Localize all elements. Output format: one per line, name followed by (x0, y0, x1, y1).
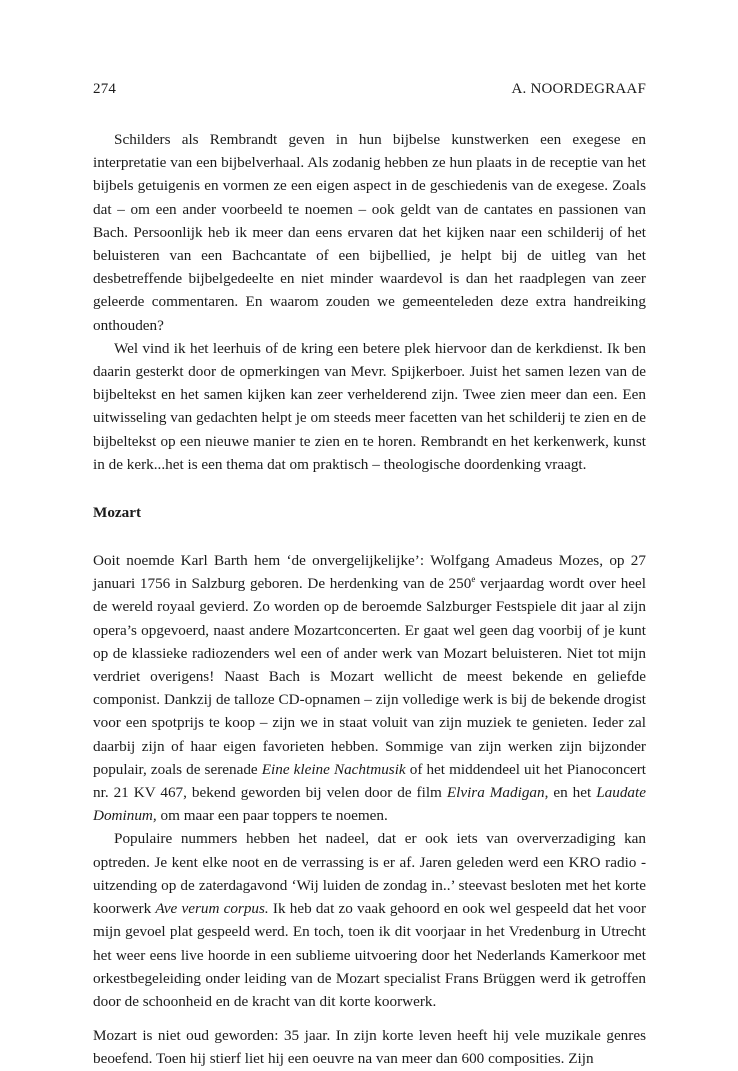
paragraph-mozart-intro: Ooit noemde Karl Barth hem ‘de onvergelijkelijke’: Wolfgang Amadeus Mozes, op 27 januari 1756 in Salzburg geboren. De herdenking van de 250e verjaardag wordt over heel de wereld royaal gevierd. Zo worden op de beroemde Salzburger Festspiele dit jaar al zijn opera’s opgevoerd, naast andere Mozartconcerten. Er gaat wel geen dag voorbij of je kunt op de klassieke radiozenders wel een of ander werk van Mozart beluisteren. Niet tot mijn verdriet overigens! Naast Bach is Mozart wellicht de meest bekende en geliefde componist. Dankzij de talloze CD-opnamen – zijn volledige werk is bij de bekende drogist voor een spotprijs te koop – zijn we in staat voluit van zijn muziek te genieten. Ieder zal daarbij zijn of haar eigen favorieten hebben. Sommige van zijn werken zijn bijzonder populair, zoals de serenade Eine kleine Nachtmusik of het middendeel uit het Pianoconcert nr. 21 KV 467, bekend geworden bij velen door de film Elvira Madigan, en het Laudate Dominum, om maar een paar toppers te noemen. (93, 552, 646, 825)
paragraph-leerhuis: Wel vind ik het leerhuis of de kring een betere plek hiervoor dan de kerkdienst. Ik ben daarin gesterkt door de opmerkingen van Mevr. Spijkerboer. Juist het samen lezen van de bijbeltekst en het samen kijken kan zeer verhelderend zijn. Twee zien meer dan een. Een uitwisseling van gedachten helpt je om steeds meer facetten van het schilderij te zien en de bijbeltekst op een nieuwe manier te zien en te horen. Rembrandt en het kerkenwerk, kunst in de kerk...het is een thema dat om praktisch – theologische doordenking vraagt. (93, 339, 646, 473)
book-page (93, 80, 646, 1071)
running-header (93, 80, 646, 98)
paragraph-mozart-oeuvre: Mozart is niet oud geworden: 35 jaar. In zijn korte leven heeft hij vele muzikale genres beoefend. Toen hij stierf liet hij een oeuvre na van meer dan 600 composities. Zijn (93, 1027, 646, 1068)
paragraph-rembrandt-exegese: Schilders als Rembrandt geven in hun bijbelse kunstwerken een exegese en interpretatie van een bijbelverhaal. Als zodanig hebben ze hun plaats in de receptie van het bijbels getuigenis en vormen ze een eigen aspect in de geschiedenis van de exegese. Zoals dat – om een ander voorbeeld te noemen – ook geldt van de cantates en passionen van Bach. Persoonlijk heb ik meer dan eens ervaren dat het kijken naar een schilderij of het beluisteren van een Bachcantate of een bijbellied, je helpt bij de uitleg van het desbetreffende bijbelgedeelte en niet minder waardevol is dan het raadplegen van zeer geleerde commentaren. En waarom zouden we gemeenteleden deze extra handreiking onthouden? (93, 131, 646, 334)
page-number: 274 (93, 81, 117, 97)
paragraph-populaire-nummers: Populaire nummers hebben het nadeel, dat er ook iets van oververzadiging kan optreden. Je kent elke noot en de verrassing is er af. Jaren geleden werd een KRO radio -uitzending op de zaterdagavond ‘Wij luiden de zondag in..’ steevast besloten met het korte koorwerk Ave verum corpus. Ik heb dat zo vaak gehoord en ook wel gespeeld dat het voor mijn gevoel plat gespeeld werd. En toch, toen ik dit voorjaar in het Vredenburg in Utrecht het weer eens live hoorde in een sublieme uitvoering door het Nederlands Kamerkoor met orkestbegeleiding onder leiding van de Mozart specialist Frans Brüggen werd ik getroffen door de schoonheid en de kracht van dit korte koorwerk. (93, 830, 646, 1010)
section-heading-mozart: Mozart (93, 504, 142, 522)
running-title: A. NOORDEGRAAF (511, 81, 646, 97)
